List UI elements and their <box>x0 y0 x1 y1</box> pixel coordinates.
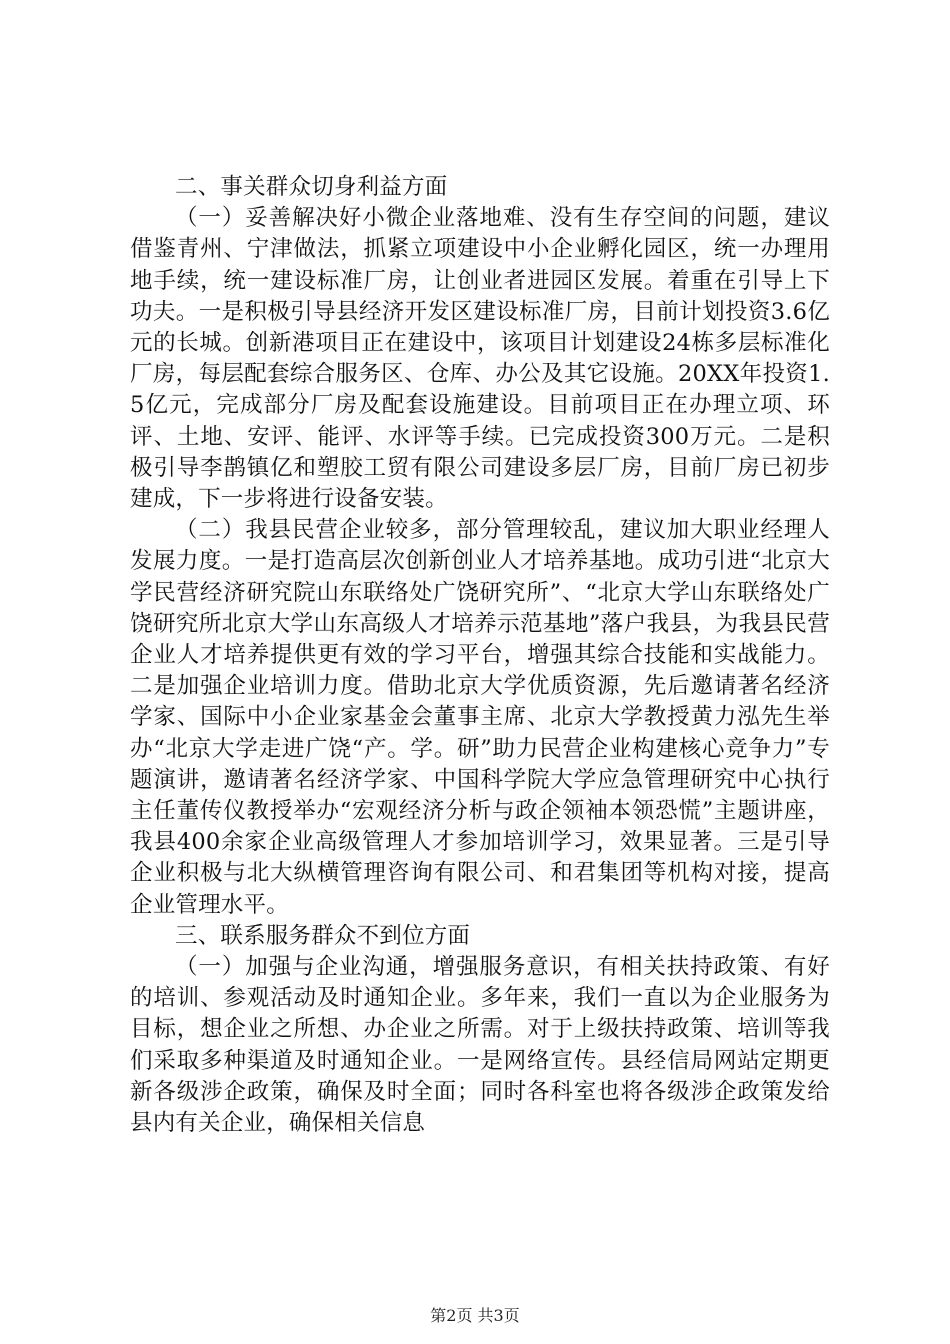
paragraph-item-1: （一）妥善解决好小微企业落地难、没有生存空间的问题，建议借鉴青州、宁津做法，抓紧立项建设中小企业孵化园区，统一办理用地手续，统一建设标准厂房，让创业者进园区发展。着重在引导上下功夫。一是积极引导县经济开发区建设标准厂房，目前计划投资3.6亿元的长城。创新港项目正在建设中，该项目计划建设24栋多层标准化厂房，每层配套综合服务区、仓库、办公及其它设施。20XX年投资1.5亿元，完成部分厂房及配套设施建设。目前项目正在办理立项、环评、土地、安评、能评、水评等手续。已完成投资300万元。二是积极引导李鹊镇亿和塑胶工贸有限公司建设多层厂房，目前厂房已初步建成，下一步将进行设备安装。 <box>130 205 830 513</box>
section-heading-2: 二、事关群众切身利益方面 <box>175 174 448 200</box>
document-body <box>130 172 830 1139</box>
paragraph-item-2: （二）我县民营企业较多，部分管理较乱，建议加大职业经理人发展力度。一是打造高层次创新创业人才培养基地。成功引进“北京大学民营经济研究院山东联络处广饶研究所”、“北京大学山东联络处广饶研究所北京大学山东高级人才培养示范基地”落户我县，为我县民营企业人才培养提供更有效的学习平台，增强其综合技能和实战能力。二是加强企业培训力度。借助北京大学优质资源，先后邀请著名经济学家、国际中小企业家基金会董事主席、北京大学教授黄力泓先生举办“北京大学走进广饶“产。学。研”助力民营企业构建核心竞争力”专题演讲，邀请著名经济学家、中国科学院大学应急管理研究中心执行主任董传仪教授举办“宏观经济分析与政企领袖本领恐慌”主题讲座，我县400余家企业高级管理人才参加培训学习，效果显著。三是引导企业积极与北大纵横管理咨询有限公司、和君集团等机构对接，提高企业管理水平。 <box>130 517 830 918</box>
page-number-footer: 第2页 共3页 <box>430 1306 520 1325</box>
section-heading-3: 三、联系服务群众不到位方面 <box>175 922 471 949</box>
paragraph-item-3: （一）加强与企业沟通，增强服务意识，有相关扶持政策、有好的培训、参观活动及时通知企业。多年来，我们一直以为企业服务为目标，想企业之所想、办企业之所需。对于上级扶持政策、培训等我们采取多种渠道及时通知企业。一是网络宣传。县经信局网站定期更新各级涉企政策，确保及时全面；同时各科室也将各级涉企政策发给县内有关企业，确保相关信息 <box>130 954 830 1137</box>
